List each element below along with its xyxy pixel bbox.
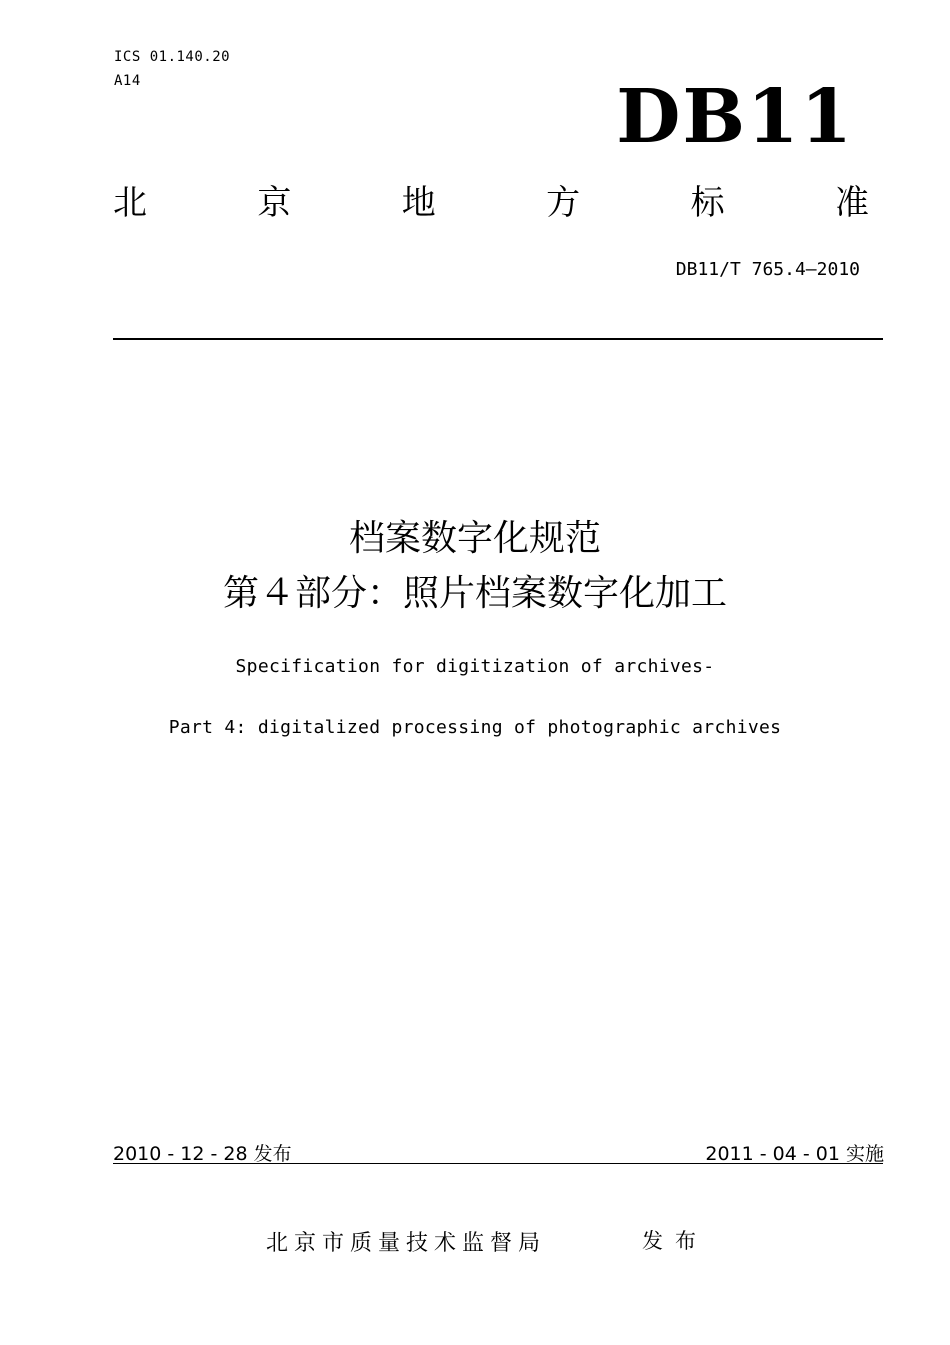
- standard-type-char: 京: [257, 183, 292, 223]
- english-title-line-2: Part 4: digitalized processing of photographic archives: [168, 717, 782, 738]
- title-line-2: 第４部分：照片档案数字化加工: [222, 573, 727, 614]
- header-divider: [113, 338, 883, 340]
- standard-number: DB11/T 765.4—2010: [675, 259, 860, 280]
- db11-logo: DB11: [616, 74, 854, 160]
- standard-type-char: 方: [546, 183, 581, 223]
- ics-code: ICS 01.140.20: [114, 49, 231, 65]
- classification-code: A14: [114, 73, 141, 89]
- publish-label: 发布: [642, 1229, 708, 1253]
- standard-type-char: 地: [401, 183, 436, 223]
- standard-type-char: 北: [113, 183, 147, 223]
- standard-type-heading: [113, 183, 869, 223]
- footer-divider: [113, 1163, 883, 1164]
- issuing-authority: 北京市质量技术监督局: [266, 1231, 547, 1256]
- english-title-line-1: Specification for digitization of archives-: [235, 656, 715, 677]
- implementation-date: 2011 - 04 - 01 实施: [705, 1143, 884, 1165]
- standard-type-char: 准: [834, 183, 869, 223]
- title-line-1: 档案数字化规范: [348, 518, 601, 559]
- standard-type-char: 标: [690, 183, 725, 223]
- issue-date: 2010 - 12 - 28 发布: [113, 1143, 292, 1165]
